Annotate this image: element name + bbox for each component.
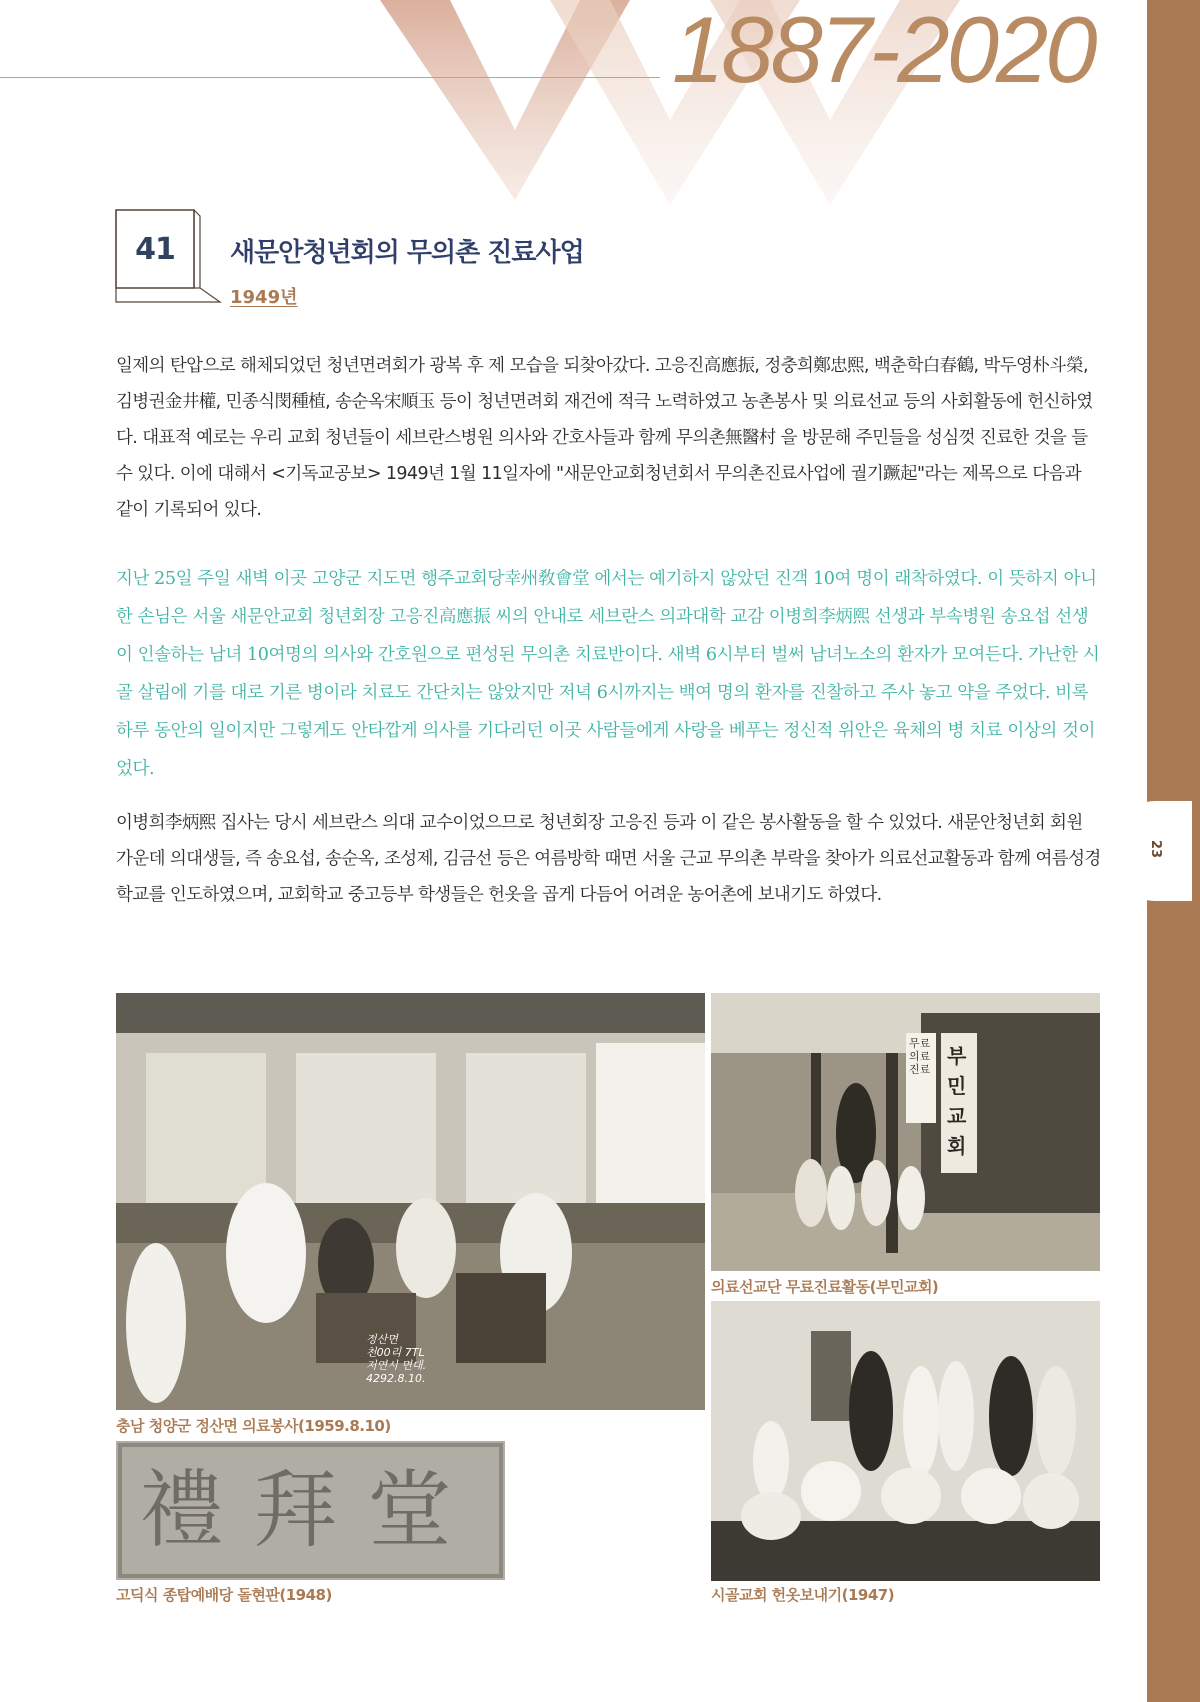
page-number: 23: [1148, 839, 1163, 859]
photo-inscription: 정산면 천00리 7TL 저연시 면대. 4292.8.10.: [366, 1333, 427, 1385]
section-title: 새문안청년회의 무의촌 진료사업: [230, 238, 584, 268]
plaque-characters: 禮拜堂: [139, 1461, 482, 1559]
clinic-photo-caption: 충남 청양군 정산면 의료봉사(1959.8.10): [116, 1417, 391, 1435]
mission-photo-caption: 의료선교단 무료진료활동(부민교회): [711, 1278, 939, 1296]
mission-photo: [711, 993, 1100, 1271]
header-year-range: 1887-2020: [672, 0, 1095, 102]
clothes-donation-caption: 시골교회 헌옷보내기(1947): [711, 1586, 895, 1604]
section-year: 1949년: [230, 287, 298, 308]
quoted-article: 지난 25일 주일 새벽 이곳 고양군 지도면 행주교회당幸州敎會堂 에서는 예기하지 않았던 진객 10여 명이 래착하였다. 이 뜻하지 아니한 손님은 서울 새문안교회 청년회장 고응진高應振 씨의 안내로 세브란스 의과대학 교감 이병희李炳熙 선생과 부속병원 송요섭 선생이 인솔하는 남녀 10여명의 의사와 간호원으로 편성된 무의촌 치료반이다. 새벽 6시부터 벌써 남녀노소의 환자가 모여든다. 가난한 시골 살림에 기를 대로 기른 병이라 치료도 간단치는 않았지만 저녁 6시까지는 백여 명의 환자를 진찰하고 주사 놓고 약을 주었다. 비록 하루 동안의 일이지만 그렇게도 안타깝게 의사를 기다리던 이곳 사람들에게 사랑을 베푸는 정신적 위안은 육체의 병 치료 이상의 것이었다.: [116, 569, 1100, 779]
clinic-photo: [116, 993, 705, 1410]
closing-paragraph: 이병희李炳熙 집사는 당시 세브란스 의대 교수이었으므로 청년회장 고응진 등과 이 같은 봉사활동을 할 수 있었다. 새문안청년회 회원 가운데 의대생들, 즉 송요섭, 송순옥, 조성제, 김금선 등은 여름방학 때면 서울 근교 무의촌 부락을 찾아가 의료선교활동과 함께 여름성경학교를 인도하였으며, 교회학교 중고등부 학생들은 헌옷을 곱게 다듬어 어려운 농어촌에 보내기도 하였다.: [116, 813, 1101, 905]
intro-paragraph: 일제의 탄압으로 해체되었던 청년면려회가 광복 후 제 모습을 되찾아갔다. 고응진高應振, 정충희鄭忠熙, 백춘학白春鶴, 박두영朴斗榮, 김병권金井權, 민종식閔種植, 송순옥宋順玉 등이 청년면려회 재건에 적극 노력하였고 농촌봉사 및 의료선교 등의 사회활동에 헌신하였다. 대표적 예로는 우리 교회 청년들이 세브란스병원 의사와 간호사들과 함께 무의촌無醫村 을 방문해 주민들을 성심껏 진료한 것을 들 수 있다. 이에 대해서 <기독교공보> 1949년 1월 11일자에 "새문안교회청년회서 무의촌진료사업에 궐기蹶起"라는 제목으로 다음과 같이 기록되어 있다.: [116, 356, 1093, 520]
banner-right: 부민교회: [947, 1044, 967, 1158]
clothes-donation-photo: [711, 1301, 1100, 1581]
stone-plaque-photo: [116, 1441, 505, 1580]
header-rule: [0, 77, 660, 78]
banner-left: 무료의료진료: [909, 1037, 931, 1076]
stone-plaque-caption: 고딕식 종탑예배당 돌현판(1948): [116, 1586, 332, 1604]
section-number: 41: [135, 232, 175, 267]
